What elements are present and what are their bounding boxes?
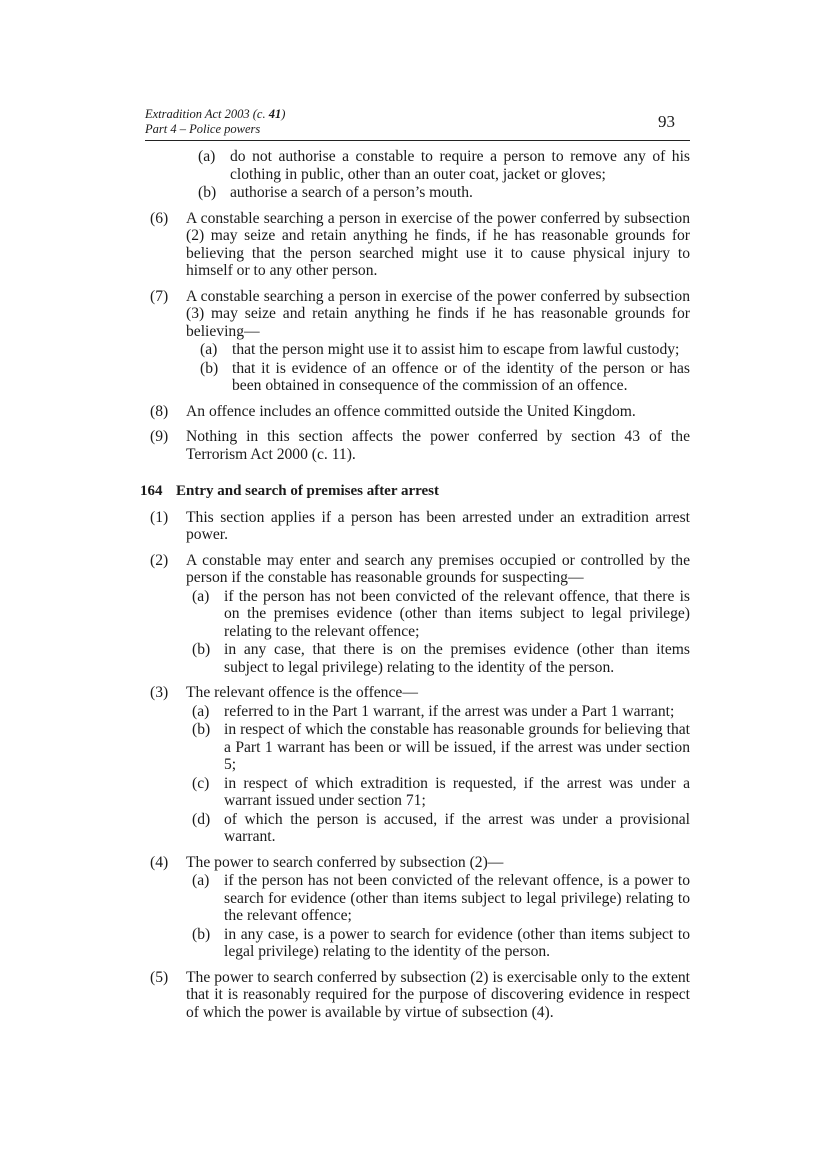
item-text: in any case, is a power to search for evidence (other than items subject to legal privilege) relating to the identity of the person. xyxy=(224,925,690,960)
list-item xyxy=(188,641,690,676)
subsection-number: (8) xyxy=(150,402,169,420)
subsection-items xyxy=(188,588,690,677)
subsection xyxy=(140,403,690,421)
subsection xyxy=(140,552,690,587)
item-number: (a) xyxy=(200,341,218,358)
subsection xyxy=(140,288,690,341)
subsection-number: (7) xyxy=(150,287,169,305)
subsection-number: (9) xyxy=(150,428,169,445)
list-item xyxy=(194,148,690,183)
item-number: (a) xyxy=(198,148,216,165)
page-number: 93 xyxy=(658,112,675,131)
part-title: Part 4 – Police powers xyxy=(145,122,261,136)
item-number: (b) xyxy=(192,641,211,658)
item-number: (a) xyxy=(192,872,210,889)
subsection-number: (6) xyxy=(150,209,169,227)
subsection-number: (3) xyxy=(150,684,169,701)
subsection-text: Nothing in this section affects the power conferred by section 43 of the Terrorism Act 2000 (c. 11). xyxy=(186,428,690,463)
subsection-text: A constable may enter and search any premises occupied or controlled by the person if the constable has reasonable grounds for suspecting— xyxy=(186,551,690,586)
subsection xyxy=(140,684,690,702)
list-item xyxy=(188,703,690,721)
item-text: do not authorise a constable to require a person to remove any of his clothing in public, other than an outer coat, jacket or gloves; xyxy=(230,148,690,183)
list-item xyxy=(188,926,690,961)
header-rule xyxy=(145,140,690,141)
item-text: of which the person is accused, if the arrest was under a provisional warrant. xyxy=(224,810,690,845)
subsection-text: This section applies if a person has been arrested under an extradition arrest power. xyxy=(186,508,690,543)
item-number: (d) xyxy=(192,810,211,828)
subsection xyxy=(140,854,690,872)
subsection-number: (2) xyxy=(150,551,169,569)
list-item xyxy=(188,872,690,925)
subsection-items xyxy=(188,872,690,961)
item-text: that it is evidence of an offence or of the identity of the person or has been obtained in consequence of the commission of an offence. xyxy=(232,359,690,394)
subsection-text: The relevant offence is the offence— xyxy=(186,684,418,701)
item-number: (b) xyxy=(200,359,219,377)
list-item xyxy=(188,588,690,641)
item-number: (b) xyxy=(192,925,211,943)
item-number: (b) xyxy=(198,184,217,201)
subsection-number: (4) xyxy=(150,853,169,871)
subsection-text: The power to search conferred by subsection (2) is exercisable only to the extent that it is reasonably required for the purpose of discovering evidence in respect of which the power is available by virtue of subsection (4). xyxy=(186,968,690,1021)
list-item xyxy=(196,341,690,359)
item-text: referred to in the Part 1 warrant, if the arrest was under a Part 1 warrant; xyxy=(224,702,675,720)
subsection-items xyxy=(196,341,690,395)
subsection-items xyxy=(188,703,690,846)
item-text: if the person has not been convicted of the relevant offence, that there is on the premises evidence (other than items subject to legal privilege) relating to the relevant offence; xyxy=(224,587,690,640)
list-item xyxy=(196,360,690,395)
item-number: (c) xyxy=(192,774,210,792)
subsection xyxy=(140,210,690,280)
act-title: Extradition Act 2003 (c. 41) xyxy=(145,107,286,121)
item-text: authorise a search of a person’s mouth. xyxy=(230,184,473,201)
item-text: in respect of which the constable has reasonable grounds for believing that a Part 1 warrant has been or will be issued, if the arrest was under section 5; xyxy=(224,721,690,773)
page-body xyxy=(140,147,690,1021)
item-text: in respect of which extradition is requested, if the arrest was under a warrant issued under section 71; xyxy=(224,774,690,809)
item-text: that the person might use it to assist him to escape from lawful custody; xyxy=(232,341,680,358)
list-item xyxy=(188,811,690,846)
running-header xyxy=(145,107,285,137)
list-item xyxy=(194,184,690,202)
subsection-text: An offence includes an offence committed outside the United Kingdom. xyxy=(186,402,636,420)
section-heading xyxy=(140,483,690,501)
item-number: (b) xyxy=(192,721,211,738)
item-text: in any case, that there is on the premises evidence (other than items subject to legal privilege) relating to the identity of the person. xyxy=(224,641,690,676)
list-item xyxy=(188,775,690,810)
item-number: (a) xyxy=(192,587,210,605)
section-number: 164 xyxy=(140,483,163,499)
subsection xyxy=(140,509,690,544)
section-title: Entry and search of premises after arrest xyxy=(176,483,440,499)
subsection-text: A constable searching a person in exercise of the power conferred by subsection (3) may seize and retain anything he finds if he has reasonable grounds for believing— xyxy=(186,287,690,340)
subsection-text: A constable searching a person in exercise of the power conferred by subsection (2) may seize and retain anything he finds, if he has reasonable grounds for believing that the person searched might use it to cause physical injury to himself or to any other person. xyxy=(186,209,690,279)
subsection xyxy=(140,428,690,463)
item-text: if the person has not been convicted of the relevant offence, is a power to search for evidence (other than items subject to legal privilege) relating to the relevant offence; xyxy=(224,872,690,924)
subsection xyxy=(140,969,690,1022)
list-item xyxy=(188,721,690,774)
item-number: (a) xyxy=(192,702,210,720)
subsection-text: The power to search conferred by subsection (2)— xyxy=(186,853,504,871)
carry-over-list xyxy=(194,148,690,202)
subsection-number: (1) xyxy=(150,508,169,526)
subsection-number: (5) xyxy=(150,968,169,986)
